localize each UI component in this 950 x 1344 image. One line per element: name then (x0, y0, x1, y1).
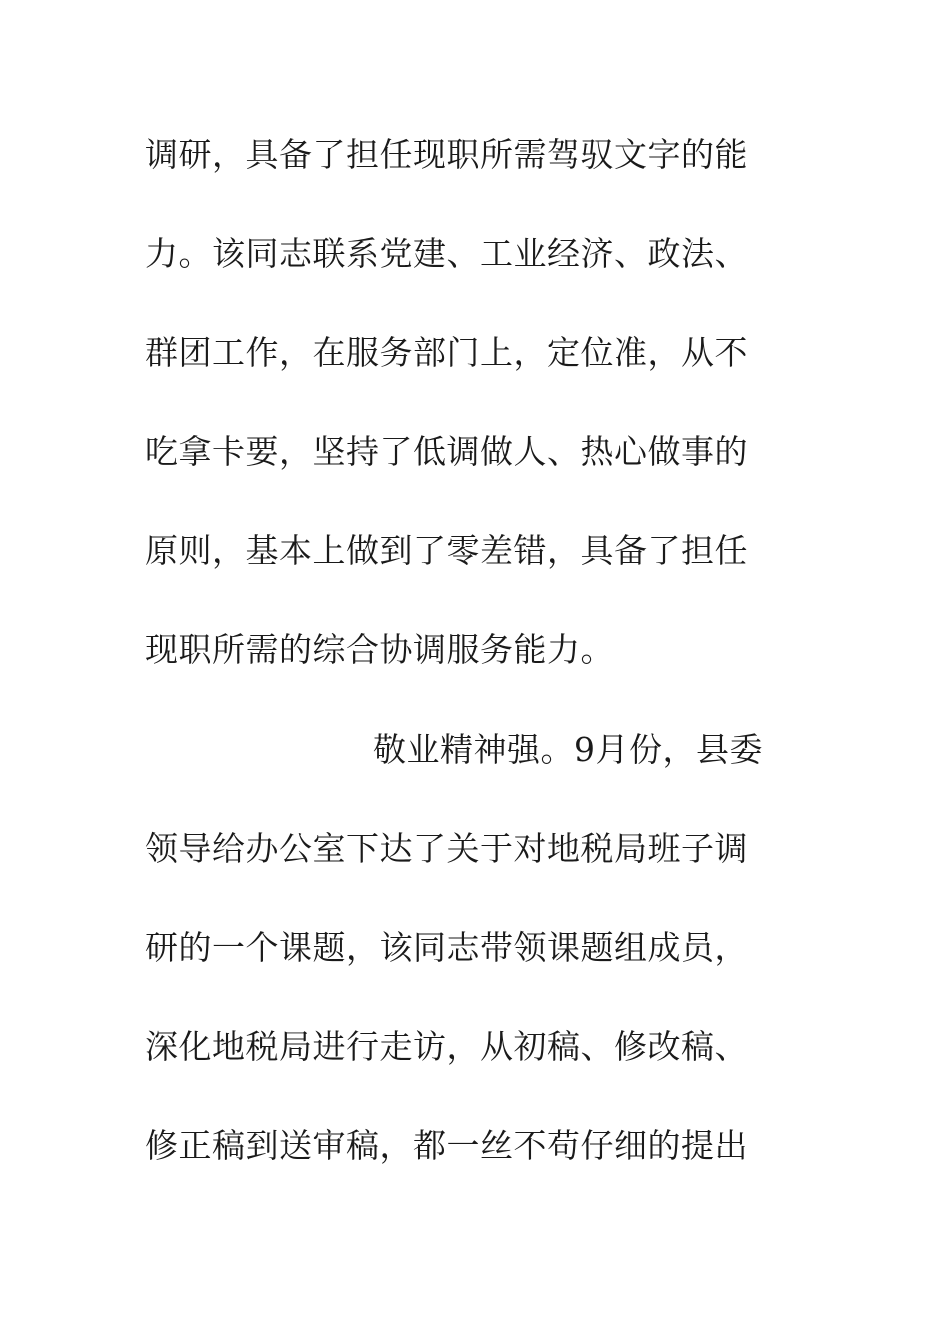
paragraph-line: 吃拿卡要，坚持了低调做人、热心做事的 (145, 432, 748, 471)
paragraph-line: 修正稿到送审稿，都一丝不苟仔细的提出 (145, 1126, 748, 1165)
paragraph-line: 领导给办公室下达了关于对地税局班子调 (145, 829, 748, 868)
paragraph-line: 原则，基本上做到了零差错，具备了担任 (145, 531, 748, 570)
paragraph-line: 力。该同志联系党建、工业经济、政法、 (145, 234, 748, 273)
paragraph-heading-line: 敬业精神强。9月份，县委 (373, 730, 763, 769)
paragraph-line: 现职所需的综合协调服务能力。 (145, 630, 614, 669)
paragraph-line: 研的一个课题，该同志带领课题组成员， (145, 928, 748, 967)
paragraph-line: 调研，具备了担任现职所需驾驭文字的能 (145, 135, 748, 174)
paragraph-line: 深化地税局进行走访，从初稿、修改稿、 (145, 1027, 748, 1066)
paragraph-line: 群团工作，在服务部门上，定位准，从不 (145, 333, 748, 372)
